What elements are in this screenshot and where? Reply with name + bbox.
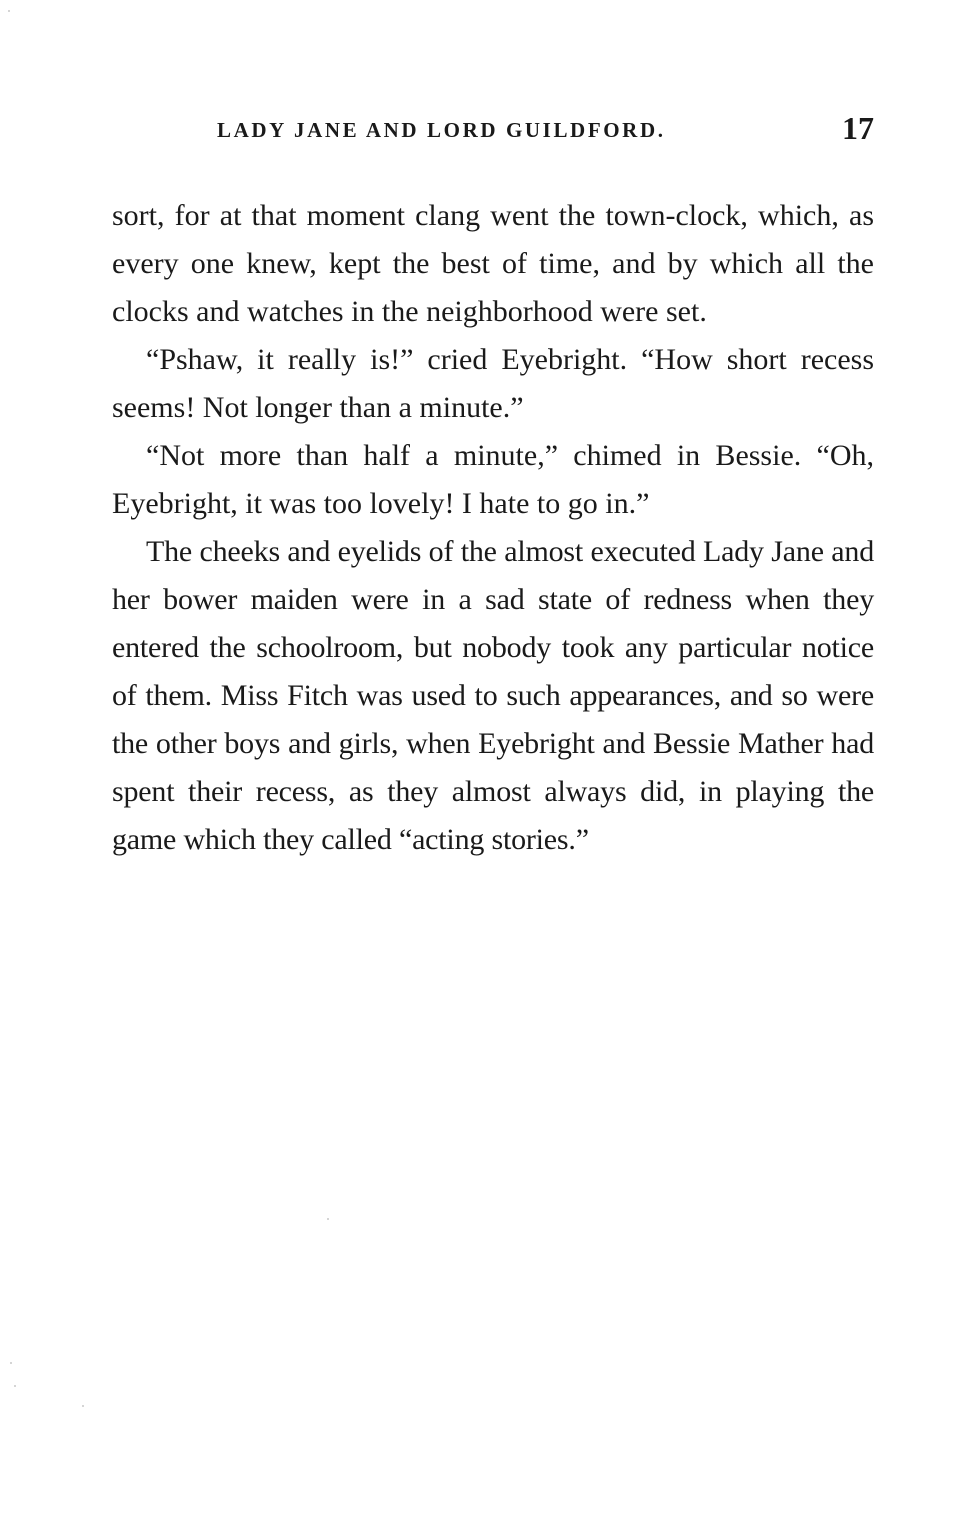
paragraph-1: sort, for at that moment clang went the town-clock, which, as every one knew, kept the best of time, and by which all the clocks and watches in the neighborhood were set.	[112, 199, 874, 328]
body-text	[112, 192, 874, 864]
scan-speck	[10, 1362, 12, 1364]
paragraph-3: “Not more than half a minute,” chimed in Bessie. “Oh, Eyebright, it was too lovely! I hate to go in.”	[112, 439, 874, 520]
running-head	[112, 112, 874, 152]
paragraph-2: “Pshaw, it really is!” cried Eyebright. “How short recess seems! Not longer than a minute.”	[112, 343, 874, 424]
scan-speck	[82, 1405, 84, 1407]
scan-speck	[8, 10, 10, 12]
page-number: 17	[842, 110, 874, 146]
scan-speck	[327, 1218, 329, 1220]
scan-speck	[14, 1385, 16, 1387]
running-head-title: LADY JANE AND LORD GUILDFORD.	[217, 118, 666, 142]
paragraph-4: The cheeks and eyelids of the almost executed Lady Jane and her bower maiden were in a sad state of redness when they entered the schoolroom, but nobody took any particular notice of them. Miss Fitch was used to such appearances, and so were the other boys and girls, when Eyebright and Bessie Mather had spent their recess, as they almost always did, in playing the game which they called “acting stories.”	[112, 535, 874, 856]
